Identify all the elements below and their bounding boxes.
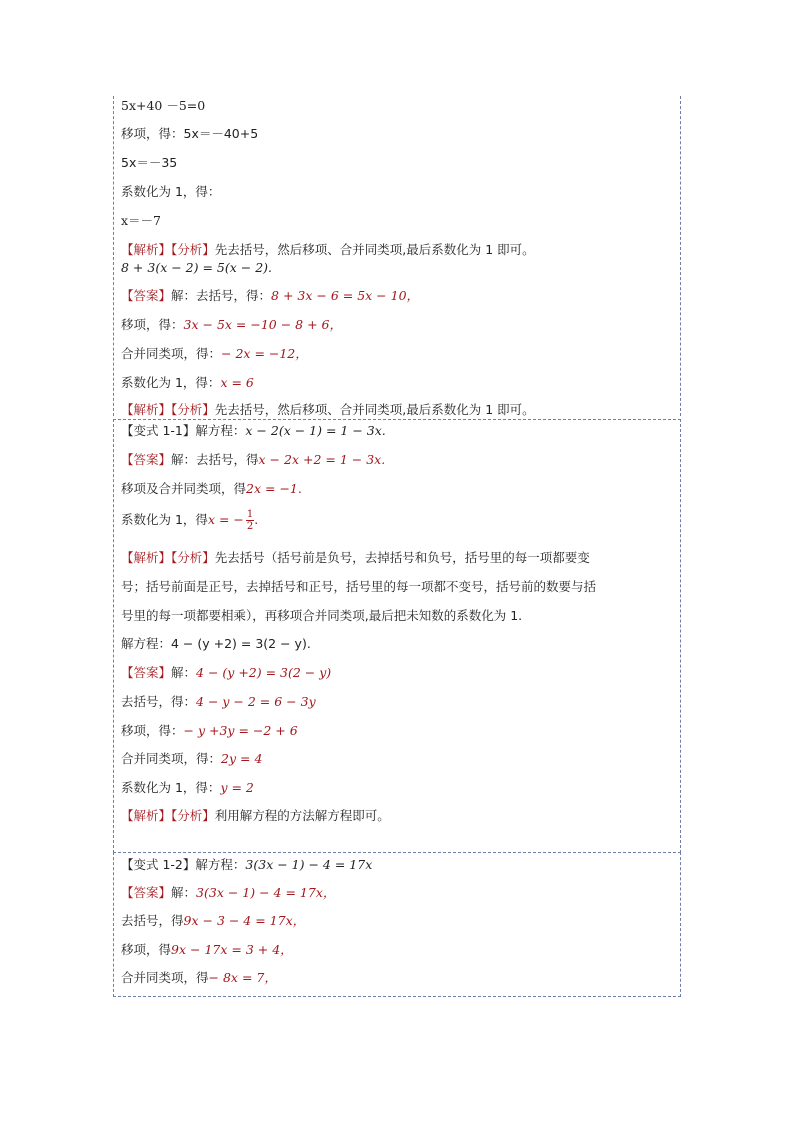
step-remove-brackets: 去括号，得9x − 3 − 4 = 17x，: [121, 913, 306, 928]
answer-line: 【答案】解：去括号，得：8 + 3x − 6 = 5x − 10，: [121, 288, 420, 303]
problem-equation: 解方程：4 − (y +2) = 3(2 − y).: [121, 636, 311, 651]
step-move-terms: 移项，得9x − 17x = 3 + 4，: [121, 942, 293, 957]
answer-line: 【答案】解：3(3x − 1) − 4 = 17x，: [121, 885, 336, 900]
analysis-line: 【解析】【分析】先去括号（括号前是负号，去掉括号和负号，括号里的每一项都要变: [121, 550, 590, 565]
answer-line: 【答案】解：4 − (y +2) = 3(2 − y): [121, 665, 332, 680]
step-coefficient: 系数化为 1，得：: [121, 184, 221, 199]
step-coefficient: 系数化为 1，得：x = 6: [121, 375, 254, 390]
step-move-terms: 移项，得：3x − 5x = −10 − 8 + 6，: [121, 317, 342, 332]
analysis-line: 【解析】【分析】先去括号，然后移项、合并同类项,最后系数化为 1 即可。: [121, 242, 535, 257]
solution-block-3: [113, 852, 681, 997]
step-combine: 合并同类项，得：− 2x = −12，: [121, 346, 308, 361]
step-result: 5x＝－35: [121, 155, 178, 170]
step-answer: x＝－7: [121, 213, 162, 228]
variant-title: 【变式 1-1】解方程：x − 2(x − 1) = 1 − 3x.: [121, 423, 386, 438]
variant-title: 【变式 1-2】解方程：3(3x − 1) − 4 = 17x: [121, 857, 373, 872]
step-move-terms: 移项，得：5x＝－40+5: [121, 126, 259, 141]
analysis-line: 【解析】【分析】先去括号，然后移项、合并同类项,最后系数化为 1 即可。: [121, 402, 535, 417]
step-move-combine: 移项及合并同类项，得2x = −1.: [121, 481, 302, 496]
answer-line: 【答案】解：去括号，得x − 2x +2 = 1 − 3x.: [121, 452, 386, 467]
step-coefficient: 系数化为 1，得：y = 2: [121, 780, 254, 795]
step-remove-brackets: 去括号，得：4 − y − 2 = 6 − 3y: [121, 694, 316, 709]
problem-equation: 8 + 3(x − 2) = 5(x − 2).: [121, 260, 273, 275]
equation-line: 5x+40 －5=0: [121, 98, 206, 113]
step-move-terms: 移项，得：− y +3y = −2 + 6: [121, 723, 298, 738]
solution-block-1: [113, 96, 681, 416]
analysis-line: 号里的每一项都要相乘），再移项合并同类项,最后把未知数的系数化为 1.: [121, 608, 523, 623]
fraction-half: $\frac{1}{2}$: [246, 509, 254, 532]
step-combine: 合并同类项，得− 8x = 7，: [121, 970, 277, 985]
analysis-line: 【解析】【分析】利用解方程的方法解方程即可。: [121, 808, 390, 823]
step-coefficient: 系数化为 1，得x = − $\frac{1}{2}$ .: [121, 509, 259, 532]
solution-block-2: [113, 419, 681, 853]
analysis-line: 号；括号前面是正号，去掉括号和正号，括号里的每一项都不变号，括号前的数要与括: [121, 579, 597, 594]
step-combine: 合并同类项，得：2y = 4: [121, 751, 263, 766]
